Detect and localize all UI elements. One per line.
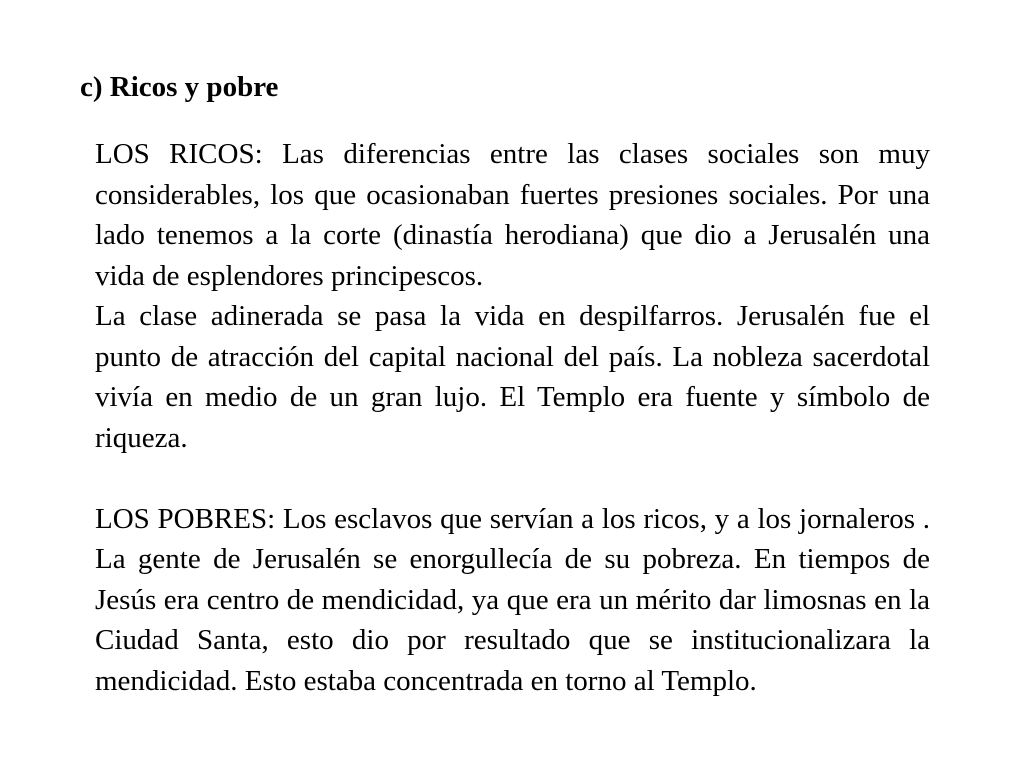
pobres-label: LOS POBRES: (95, 502, 276, 535)
ricos-text: Las diferencias entre las clases sociales son muy considerables, los que ocasionaban fuertes presiones sociales. Por una lado tenemos a la corte (dinastía herodiana) que dio a Jerusalén una vida de esplendores principescos. (95, 138, 930, 292)
document-body (95, 134, 930, 701)
section-heading: c) Ricos y pobre (80, 71, 279, 103)
ricos-paragraph-2: La clase adinerada se pasa la vida en despilfarros. Jerusalén fue el punto de atracción del capital nacional del país. La nobleza sacerdotal vivía en medio de un gran lujo. El Templo era fuente y símbolo de riqueza. (95, 300, 930, 454)
paragraph-spacer (95, 458, 930, 499)
pobres-paragraph (95, 499, 930, 702)
pobres-text: Los esclavos que servían a los ricos, y a los jornaleros . La gente de Jerusalén se enorgullecía de su pobreza. En tiempos de Jesús era centro de mendicidad, ya que era un mérito dar limosnas en la Ciudad Santa, esto dio por resultado que se institucionalizara la mendicidad. Esto estaba concentrada en torno al Templo. (95, 502, 930, 697)
ricos-paragraph (95, 134, 930, 296)
ricos-label: LOS RICOS: (95, 138, 263, 170)
